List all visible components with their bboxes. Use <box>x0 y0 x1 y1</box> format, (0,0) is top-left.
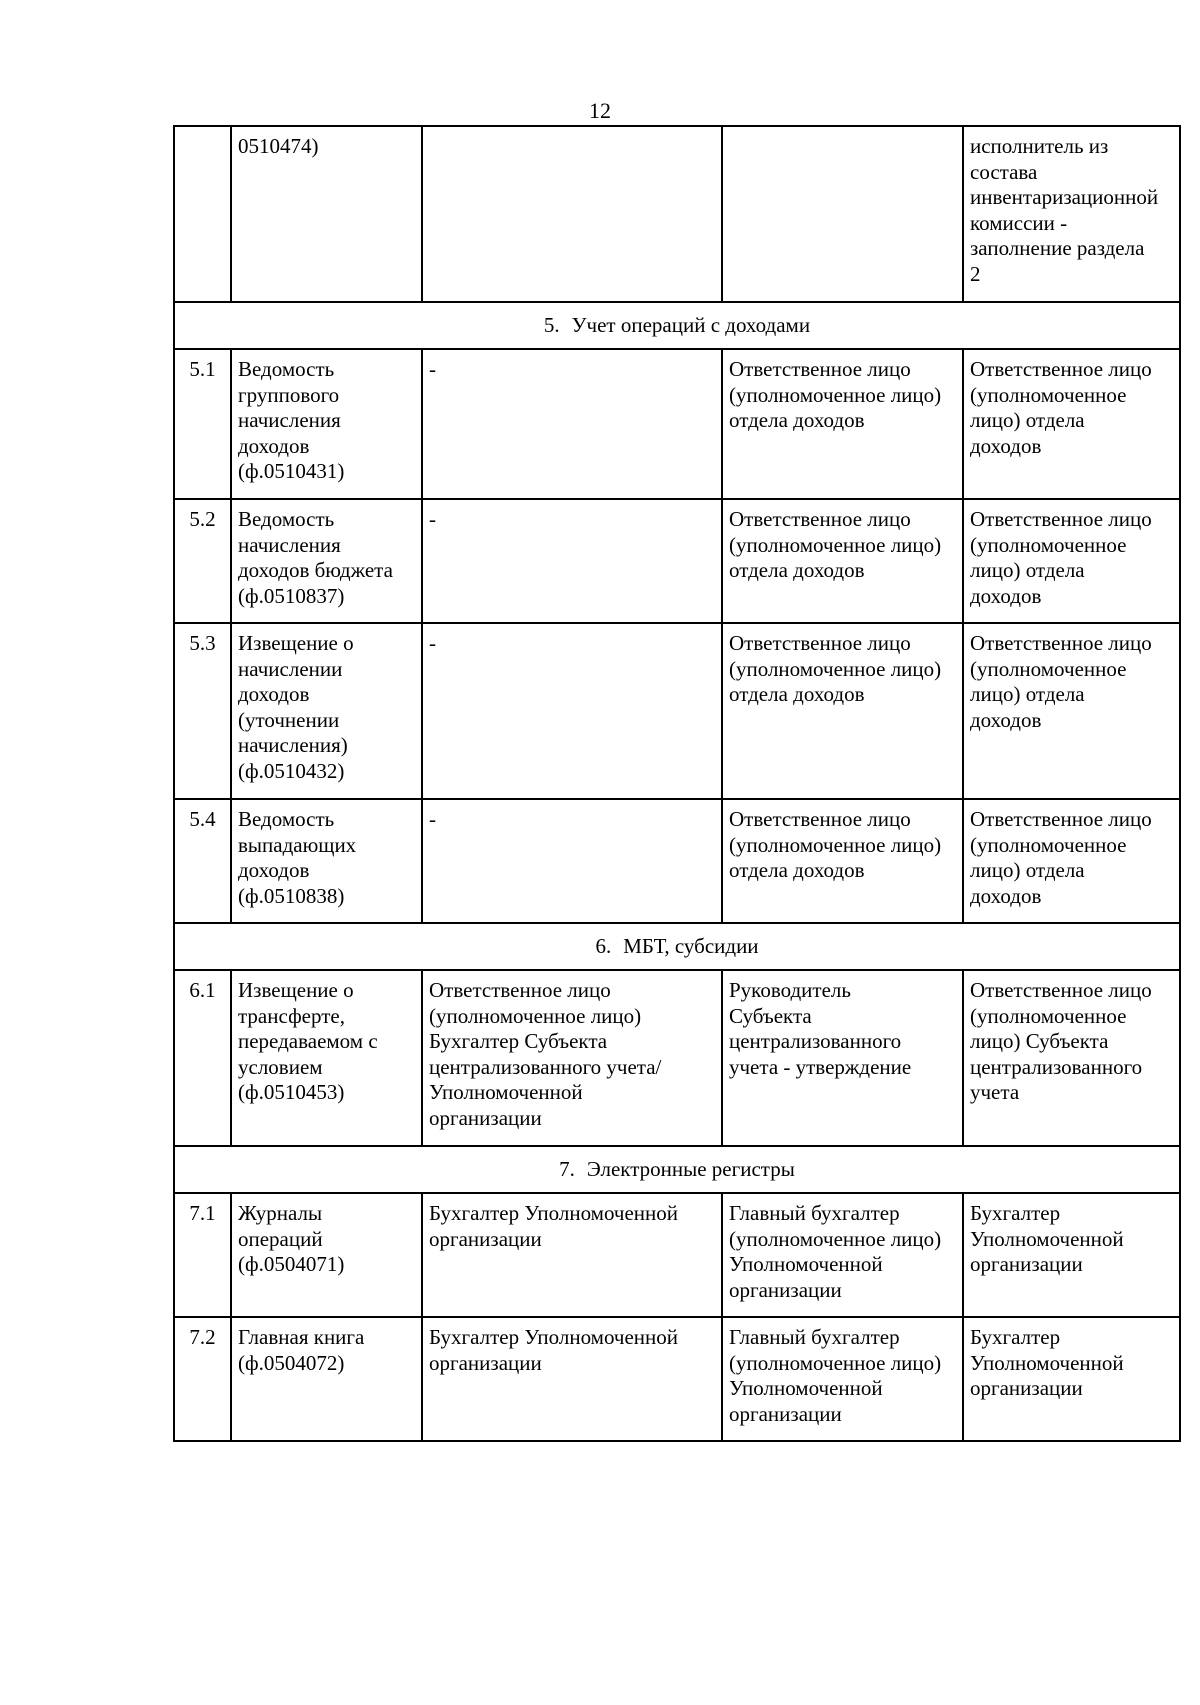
preparer-cell: - <box>422 623 722 799</box>
executor-cell: Ответственное лицо (уполномоченное лицо) отдела доходов <box>963 349 1180 499</box>
section-label: МБТ, субсидии <box>623 933 759 958</box>
document-cell: 0510474) <box>231 126 422 302</box>
section-title <box>174 1146 1180 1193</box>
preparer-cell: Бухгалтер Уполномоченной организации <box>422 1317 722 1441</box>
row-number-cell: 7.1 <box>174 1193 231 1317</box>
row-number-cell: 5.1 <box>174 349 231 499</box>
approver-cell: Ответственное лицо (уполномоченное лицо) отдела доходов <box>722 349 963 499</box>
section-number: 7. <box>559 1156 575 1181</box>
preparer-cell: Бухгалтер Уполномоченной организации <box>422 1193 722 1317</box>
preparer-cell: - <box>422 499 722 623</box>
table-row <box>174 126 1180 302</box>
row-number-cell: 5.2 <box>174 499 231 623</box>
executor-cell: Ответственное лицо (уполномоченное лицо) отдела доходов <box>963 623 1180 799</box>
document-cell: Извещение о начислении доходов (уточнении начисления) (ф.0510432) <box>231 623 422 799</box>
section-number: 6. <box>595 933 612 958</box>
table-row <box>174 499 1180 623</box>
document-cell: Главная книга (ф.0504072) <box>231 1317 422 1441</box>
table-row <box>174 623 1180 799</box>
page-number: 12 <box>589 98 611 123</box>
table-row <box>174 799 1180 923</box>
table-row <box>174 1317 1180 1441</box>
document-cell: Ведомость выпадающих доходов (ф.0510838) <box>231 799 422 923</box>
executor-cell: Бухгалтер Уполномоченной организации <box>963 1193 1180 1317</box>
section-header-row <box>174 302 1180 349</box>
section-header-row <box>174 1146 1180 1193</box>
section-title <box>174 302 1180 349</box>
section-number: 5. <box>543 312 560 337</box>
preparer-cell: - <box>422 349 722 499</box>
executor-cell: Бухгалтер Уполномоченной организации <box>963 1317 1180 1441</box>
approver-cell: Главный бухгалтер (уполномоченное лицо) Уполномоченной организации <box>722 1193 963 1317</box>
approver-cell: Руководитель Субъекта централизованного учета - утверждение <box>722 970 963 1146</box>
document-cell: Извещение о трансферте, передаваемом с условием (ф.0510453) <box>231 970 422 1146</box>
responsibility-table <box>173 125 1181 1442</box>
document-cell: Журналы операций (ф.0504071) <box>231 1193 422 1317</box>
section-label: Электронные регистры <box>586 1156 795 1181</box>
approver-cell: Ответственное лицо (уполномоченное лицо) отдела доходов <box>722 799 963 923</box>
table-row <box>174 970 1180 1146</box>
row-number-cell: 6.1 <box>174 970 231 1146</box>
row-number-cell: 7.2 <box>174 1317 231 1441</box>
row-number-cell <box>174 126 231 302</box>
approver-cell: Ответственное лицо (уполномоченное лицо) отдела доходов <box>722 499 963 623</box>
approver-cell: Главный бухгалтер (уполномоченное лицо) Уполномоченной организации <box>722 1317 963 1441</box>
document-cell: Ведомость группового начисления доходов (ф.0510431) <box>231 349 422 499</box>
row-number-cell: 5.4 <box>174 799 231 923</box>
approver-cell: Ответственное лицо (уполномоченное лицо) отдела доходов <box>722 623 963 799</box>
preparer-cell: - <box>422 799 722 923</box>
preparer-cell: Ответственное лицо (уполномоченное лицо) Бухгалтер Субъекта централизованного учета/ Уполномоченной организации <box>422 970 722 1146</box>
document-cell: Ведомость начисления доходов бюджета (ф.0510837) <box>231 499 422 623</box>
section-label: Учет операций с доходами <box>571 312 811 337</box>
section-title <box>174 923 1180 970</box>
row-number-cell: 5.3 <box>174 623 231 799</box>
preparer-cell <box>422 126 722 302</box>
executor-cell: Ответственное лицо (уполномоченное лицо) Субъекта централизованного учета <box>963 970 1180 1146</box>
approver-cell <box>722 126 963 302</box>
executor-cell: Ответственное лицо (уполномоченное лицо) отдела доходов <box>963 799 1180 923</box>
executor-cell: Ответственное лицо (уполномоченное лицо) отдела доходов <box>963 499 1180 623</box>
table-row <box>174 1193 1180 1317</box>
section-header-row <box>174 923 1180 970</box>
executor-cell: исполнитель из состава инвентаризационной комиссии - заполнение раздела 2 <box>963 126 1180 302</box>
table-row <box>174 349 1180 499</box>
